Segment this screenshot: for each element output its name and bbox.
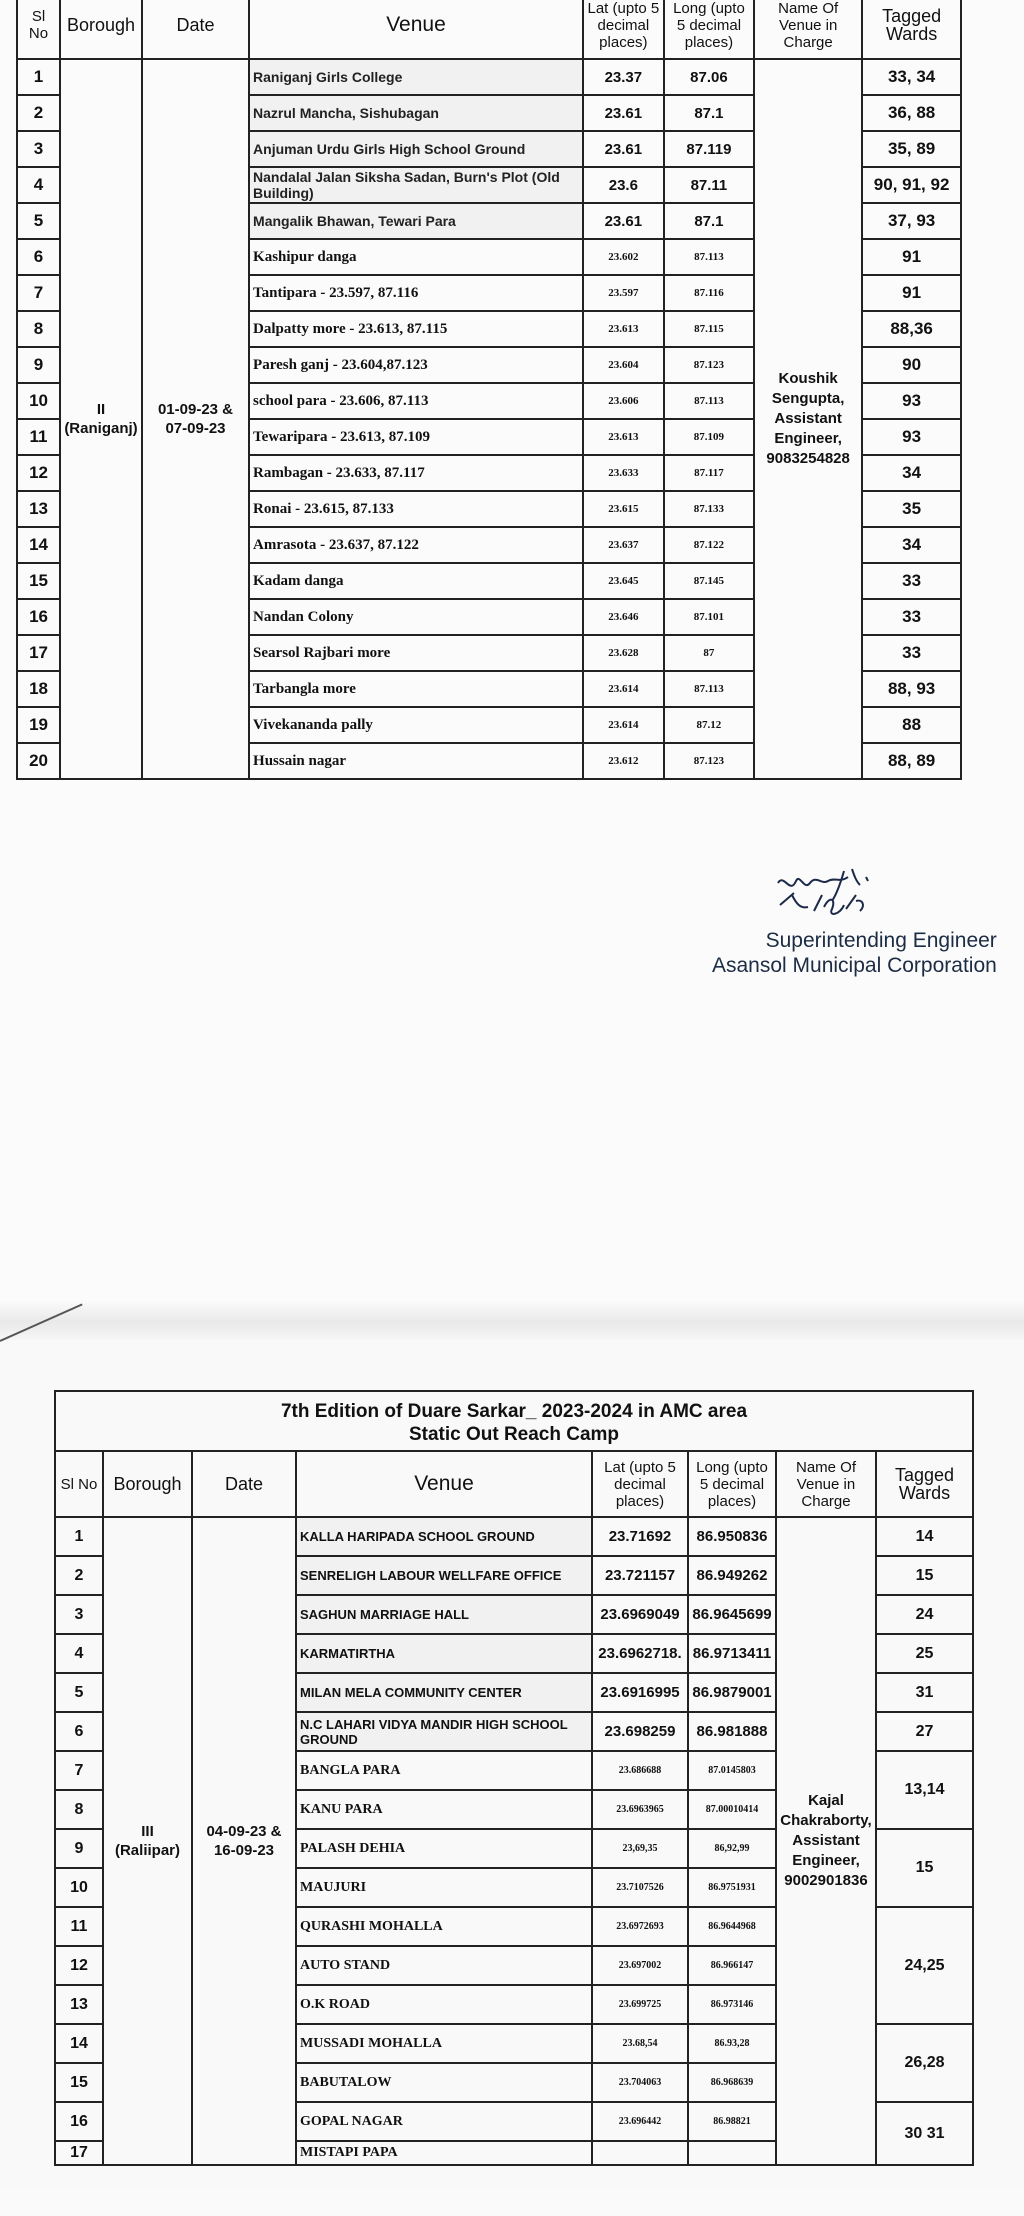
sl-no-cell: 14 xyxy=(17,527,60,563)
lat-cell: 23.6 xyxy=(583,167,664,203)
sl-no-cell: 7 xyxy=(55,1751,103,1790)
venue-cell: KALLA HARIPADA SCHOOL GROUND xyxy=(296,1517,592,1556)
sl-no-cell: 4 xyxy=(55,1634,103,1673)
venue-cell: Kashipur danga xyxy=(249,239,583,275)
venue-cell: Tewaripara - 23.613, 87.109 xyxy=(249,419,583,455)
wards-cell: 88,36 xyxy=(862,311,961,347)
sl-no-cell: 3 xyxy=(17,131,60,167)
venue-cell: SENRELIGH LABOUR WELLFARE OFFICE xyxy=(296,1556,592,1595)
long-cell: 87.1 xyxy=(664,203,754,239)
header-incharge: Name Of Venue in Charge xyxy=(754,0,862,59)
long-cell: 87.123 xyxy=(664,347,754,383)
long-cell: 86.9713411 xyxy=(688,1634,776,1673)
wards-cell: 88 xyxy=(862,707,961,743)
venue-cell: O.K ROAD xyxy=(296,1985,592,2024)
venue-cell: KARMATIRTHA xyxy=(296,1634,592,1673)
signature-organization: Asansol Municipal Corporation xyxy=(712,954,997,977)
venue-cell: Dalpatty more - 23.613, 87.115 xyxy=(249,311,583,347)
long-cell: 86.93,28 xyxy=(688,2024,776,2063)
long-cell: 86.9879001 xyxy=(688,1673,776,1712)
venue-cell: Kadam danga xyxy=(249,563,583,599)
venue-cell: Raniganj Girls College xyxy=(249,59,583,95)
sl-no-cell: 10 xyxy=(55,1868,103,1907)
long-cell: 87.117 xyxy=(664,455,754,491)
wards-cell: 13,14 xyxy=(876,1751,973,1829)
header-borough: Borough xyxy=(103,1451,192,1517)
wards-cell: 93 xyxy=(862,419,961,455)
wards-cell: 24 xyxy=(876,1595,973,1634)
page-fold-shadow xyxy=(0,1300,1024,1340)
venue-cell: Ronai - 23.615, 87.133 xyxy=(249,491,583,527)
header-date: Date xyxy=(142,0,249,59)
wards-cell: 91 xyxy=(862,275,961,311)
sl-no-cell: 20 xyxy=(17,743,60,779)
lat-cell: 23.604 xyxy=(583,347,664,383)
header-venue: Venue xyxy=(296,1451,592,1517)
wards-cell: 24,25 xyxy=(876,1907,973,2024)
incharge-cell: Kajal Chakraborty, Assistant Engineer, 9002901836 xyxy=(776,1517,876,2165)
wards-cell: 33 xyxy=(862,635,961,671)
wards-cell: 31 xyxy=(876,1673,973,1712)
lat-cell: 23.697002 xyxy=(592,1946,688,1985)
table-header-row xyxy=(55,1451,973,1517)
header-lat: Lat (upto 5 decimal places) xyxy=(592,1451,688,1517)
sl-no-cell: 1 xyxy=(17,59,60,95)
long-cell: 87.113 xyxy=(664,239,754,275)
camp-table-raliipar xyxy=(54,1390,974,2166)
lat-cell: 23.61 xyxy=(583,131,664,167)
lat-cell: 23.6969049 xyxy=(592,1595,688,1634)
sl-no-cell: 13 xyxy=(17,491,60,527)
lat-cell: 23.614 xyxy=(583,707,664,743)
venue-cell: Amrasota - 23.637, 87.122 xyxy=(249,527,583,563)
title-line-2: Static Out Reach Camp xyxy=(408,1424,620,1445)
long-cell: 86.981888 xyxy=(688,1712,776,1751)
sl-no-cell: 6 xyxy=(55,1712,103,1751)
venue-cell: AUTO STAND xyxy=(296,1946,592,1985)
venue-cell: BABUTALOW xyxy=(296,2063,592,2102)
lat-cell: 23.696442 xyxy=(592,2102,688,2141)
header-wards: Tagged Wards xyxy=(862,0,961,59)
long-cell: 86,92,99 xyxy=(688,1829,776,1868)
date-cell: 04-09-23 & 16-09-23 xyxy=(192,1517,296,2165)
venue-cell: N.C LAHARI VIDYA MANDIR HIGH SCHOOL GROUND xyxy=(296,1712,592,1751)
page-bottom-edge xyxy=(0,2190,1024,2216)
venue-cell: Mangalik Bhawan, Tewari Para xyxy=(249,203,583,239)
lat-cell: 23.633 xyxy=(583,455,664,491)
lat-cell: 23.6972693 xyxy=(592,1907,688,1946)
sl-no-cell: 1 xyxy=(55,1517,103,1556)
table-row xyxy=(17,59,961,95)
sl-no-cell: 2 xyxy=(55,1556,103,1595)
wards-cell: 15 xyxy=(876,1556,973,1595)
long-cell: 86.9751931 xyxy=(688,1868,776,1907)
sl-no-cell: 9 xyxy=(55,1829,103,1868)
wards-cell: 37, 93 xyxy=(862,203,961,239)
sl-no-cell: 12 xyxy=(17,455,60,491)
lat-cell: 23.721157 xyxy=(592,1556,688,1595)
sl-no-cell: 8 xyxy=(17,311,60,347)
wards-cell: 33 xyxy=(862,599,961,635)
header-wards: Tagged Wards xyxy=(876,1451,973,1517)
lat-cell: 23.597 xyxy=(583,275,664,311)
camp-table-raniganj xyxy=(16,0,962,780)
sl-no-cell: 12 xyxy=(55,1946,103,1985)
long-cell: 87.101 xyxy=(664,599,754,635)
sl-no-cell: 17 xyxy=(17,635,60,671)
venue-cell: Rambagan - 23.633, 87.117 xyxy=(249,455,583,491)
header-borough: Borough xyxy=(60,0,142,59)
venue-cell: KANU PARA xyxy=(296,1790,592,1829)
lat-cell: 23.686688 xyxy=(592,1751,688,1790)
venue-cell: PALASH DEHIA xyxy=(296,1829,592,1868)
long-cell: 87.11 xyxy=(664,167,754,203)
wards-cell: 93 xyxy=(862,383,961,419)
lat-cell: 23.628 xyxy=(583,635,664,671)
venue-cell: Nazrul Mancha, Sishubagan xyxy=(249,95,583,131)
sl-no-cell: 7 xyxy=(17,275,60,311)
wards-cell: 34 xyxy=(862,455,961,491)
handwritten-signature xyxy=(770,865,880,925)
venue-cell: SAGHUN MARRIAGE HALL xyxy=(296,1595,592,1634)
long-cell: 87.109 xyxy=(664,419,754,455)
lat-cell: 23.71692 xyxy=(592,1517,688,1556)
document-title xyxy=(54,1390,974,1450)
wards-cell: 33 xyxy=(862,563,961,599)
wards-cell: 26,28 xyxy=(876,2024,973,2102)
lat-cell: 23.61 xyxy=(583,95,664,131)
lat-cell: 23.613 xyxy=(583,311,664,347)
long-cell: 86.968639 xyxy=(688,2063,776,2102)
venue-cell: QURASHI MOHALLA xyxy=(296,1907,592,1946)
sl-no-cell: 19 xyxy=(17,707,60,743)
lat-cell: 23.646 xyxy=(583,599,664,635)
lat-cell: 23.61 xyxy=(583,203,664,239)
sl-no-cell: 5 xyxy=(17,203,60,239)
lat-cell: 23.7107526 xyxy=(592,1868,688,1907)
venue-cell: BANGLA PARA xyxy=(296,1751,592,1790)
lat-cell: 23.613 xyxy=(583,419,664,455)
wards-cell: 27 xyxy=(876,1712,973,1751)
lat-cell: 23.37 xyxy=(583,59,664,95)
venue-cell: Searsol Rajbari more xyxy=(249,635,583,671)
long-cell: 86.98821 xyxy=(688,2102,776,2141)
long-cell: 86.9645699 xyxy=(688,1595,776,1634)
sl-no-cell: 15 xyxy=(55,2063,103,2102)
sl-no-cell: 10 xyxy=(17,383,60,419)
wards-cell: 35 xyxy=(862,491,961,527)
header-incharge: Name Of Venue in Charge xyxy=(776,1451,876,1517)
long-cell: 86.949262 xyxy=(688,1556,776,1595)
date-cell: 01-09-23 & 07-09-23 xyxy=(142,59,249,779)
sl-no-cell: 11 xyxy=(17,419,60,455)
table-row xyxy=(55,1517,973,1556)
lat-cell: 23.615 xyxy=(583,491,664,527)
lat-cell: 23.6916995 xyxy=(592,1673,688,1712)
lat-cell: 23.606 xyxy=(583,383,664,419)
header-venue: Venue xyxy=(249,0,583,59)
wards-cell: 90, 91, 92 xyxy=(862,167,961,203)
lat-cell: 23.637 xyxy=(583,527,664,563)
venue-cell: Paresh ganj - 23.604,87.123 xyxy=(249,347,583,383)
venue-cell: Tantipara - 23.597, 87.116 xyxy=(249,275,583,311)
sl-no-cell: 13 xyxy=(55,1985,103,2024)
sl-no-cell: 6 xyxy=(17,239,60,275)
wards-cell: 14 xyxy=(876,1517,973,1556)
venue-cell: Nandalal Jalan Siksha Sadan, Burn's Plot (Old Building) xyxy=(249,167,583,203)
sl-no-cell: 17 xyxy=(55,2141,103,2165)
signature-block xyxy=(712,928,997,978)
long-cell: 87.122 xyxy=(664,527,754,563)
header-long: Long (upto 5 decimal places) xyxy=(664,0,754,59)
header-lat: Lat (upto 5 decimal places) xyxy=(583,0,664,59)
sl-no-cell: 4 xyxy=(17,167,60,203)
lat-cell: 23.704063 xyxy=(592,2063,688,2102)
long-cell: 86.950836 xyxy=(688,1517,776,1556)
lat-cell: 23.6962718. xyxy=(592,1634,688,1673)
lat-cell: 23,69,35 xyxy=(592,1829,688,1868)
venue-cell: GOPAL NAGAR xyxy=(296,2102,592,2141)
long-cell: 87.06 xyxy=(664,59,754,95)
borough-cell: II (Raniganj) xyxy=(60,59,142,779)
wards-cell: 36, 88 xyxy=(862,95,961,131)
lat-cell: 23.614 xyxy=(583,671,664,707)
long-cell: 87.123 xyxy=(664,743,754,779)
borough-cell: III (Raliipar) xyxy=(103,1517,192,2165)
sl-no-cell: 16 xyxy=(55,2102,103,2141)
sl-no-cell: 2 xyxy=(17,95,60,131)
long-cell: 86.973146 xyxy=(688,1985,776,2024)
lat-cell: 23.698259 xyxy=(592,1712,688,1751)
venue-cell: MUSSADI MOHALLA xyxy=(296,2024,592,2063)
lat-cell: 23.602 xyxy=(583,239,664,275)
lat-cell: 23.68,54 xyxy=(592,2024,688,2063)
long-cell: 87.145 xyxy=(664,563,754,599)
wards-cell: 90 xyxy=(862,347,961,383)
long-cell: 87.1 xyxy=(664,95,754,131)
sl-no-cell: 8 xyxy=(55,1790,103,1829)
header-sl-no: Sl No xyxy=(55,1451,103,1517)
wards-cell: 30 31 xyxy=(876,2102,973,2165)
signature-designation: Superintending Engineer xyxy=(765,929,997,952)
wards-cell: 25 xyxy=(876,1634,973,1673)
venue-cell: MAUJURI xyxy=(296,1868,592,1907)
venue-cell: Nandan Colony xyxy=(249,599,583,635)
long-cell: 87.133 xyxy=(664,491,754,527)
venue-cell: Anjuman Urdu Girls High School Ground xyxy=(249,131,583,167)
lat-cell: 23.645 xyxy=(583,563,664,599)
sl-no-cell: 11 xyxy=(55,1907,103,1946)
venue-cell: Vivekananda pally xyxy=(249,707,583,743)
wards-cell: 34 xyxy=(862,527,961,563)
sl-no-cell: 14 xyxy=(55,2024,103,2063)
venue-cell: MILAN MELA COMMUNITY CENTER xyxy=(296,1673,592,1712)
wards-cell: 88, 89 xyxy=(862,743,961,779)
long-cell: 87 xyxy=(664,635,754,671)
wards-cell: 35, 89 xyxy=(862,131,961,167)
long-cell: 87.113 xyxy=(664,383,754,419)
long-cell: 87.116 xyxy=(664,275,754,311)
sl-no-cell: 9 xyxy=(17,347,60,383)
table-header-row xyxy=(17,0,961,59)
lat-cell: 23.612 xyxy=(583,743,664,779)
long-cell: 87.0145803 xyxy=(688,1751,776,1790)
venue-cell: Tarbangla more xyxy=(249,671,583,707)
title-line-1: 7th Edition of Duare Sarkar_ 2023-2024 in AMC area xyxy=(280,1401,748,1422)
long-cell: 87.00010414 xyxy=(688,1790,776,1829)
lat-cell: 23.699725 xyxy=(592,1985,688,2024)
venue-cell: Hussain nagar xyxy=(249,743,583,779)
long-cell: 87.113 xyxy=(664,671,754,707)
long-cell: 86.966147 xyxy=(688,1946,776,1985)
sl-no-cell: 18 xyxy=(17,671,60,707)
wards-cell: 91 xyxy=(862,239,961,275)
sl-no-cell: 3 xyxy=(55,1595,103,1634)
long-cell: 87.119 xyxy=(664,131,754,167)
sl-no-cell: 15 xyxy=(17,563,60,599)
long-cell: 87.115 xyxy=(664,311,754,347)
sl-no-cell: 5 xyxy=(55,1673,103,1712)
header-date: Date xyxy=(192,1451,296,1517)
header-long: Long (upto 5 decimal places) xyxy=(688,1451,776,1517)
wards-cell: 33, 34 xyxy=(862,59,961,95)
incharge-cell: Koushik Sengupta, Assistant Engineer, 9083254828 xyxy=(754,59,862,779)
wards-cell: 15 xyxy=(876,1829,973,1907)
long-cell: 87.12 xyxy=(664,707,754,743)
long-cell xyxy=(688,2141,776,2165)
lat-cell: 23.6963965 xyxy=(592,1790,688,1829)
sl-no-cell: 16 xyxy=(17,599,60,635)
lat-cell xyxy=(592,2141,688,2165)
venue-cell: school para - 23.606, 87.113 xyxy=(249,383,583,419)
header-sl-no: Sl No xyxy=(17,0,60,59)
venue-cell: MISTAPI PAPA xyxy=(296,2141,592,2165)
long-cell: 86.9644968 xyxy=(688,1907,776,1946)
wards-cell: 88, 93 xyxy=(862,671,961,707)
